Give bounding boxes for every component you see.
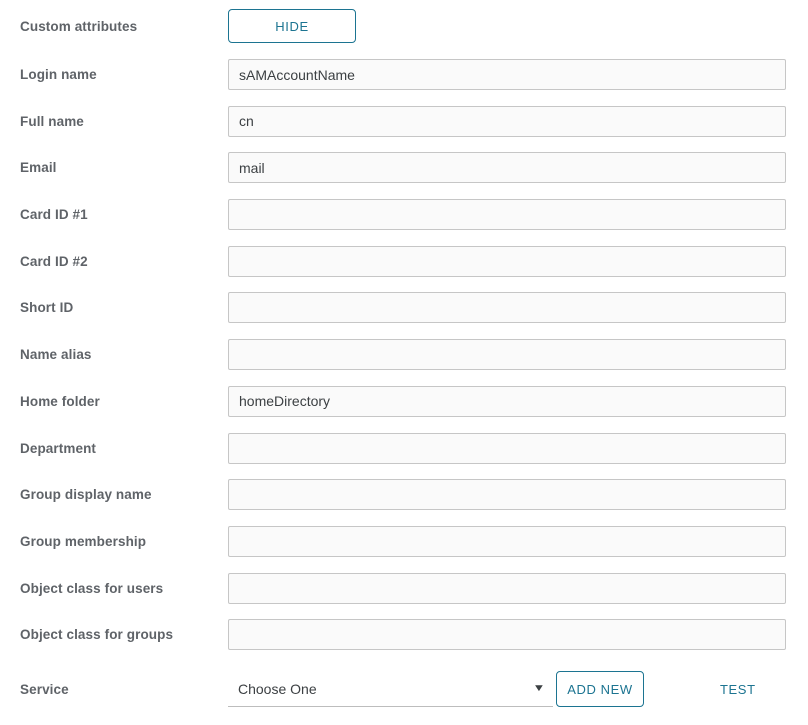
field-rows-container bbox=[20, 59, 808, 650]
hide-button[interactable]: HIDE bbox=[228, 9, 356, 43]
chevron-down-icon: ▼ bbox=[532, 683, 546, 695]
form-field-row-short-id bbox=[20, 292, 808, 323]
form-field-row-login-name bbox=[20, 59, 808, 90]
form-field-row-object-class-for-users bbox=[20, 573, 808, 604]
service-select[interactable] bbox=[228, 671, 553, 707]
field-input-card-id-2[interactable] bbox=[228, 246, 786, 277]
add-new-button[interactable]: ADD NEW bbox=[556, 671, 644, 707]
form-field-row-department bbox=[20, 433, 808, 464]
field-label: Group display name bbox=[20, 487, 152, 503]
form-field-row-card-id-2 bbox=[20, 246, 808, 277]
field-label: Home folder bbox=[20, 393, 100, 409]
form-field-row-group-display-name bbox=[20, 479, 808, 510]
form-field-row-home-folder bbox=[20, 386, 808, 417]
field-label: Card ID #1 bbox=[20, 207, 88, 223]
field-input-card-id-1[interactable] bbox=[228, 199, 786, 230]
field-input-object-class-for-groups[interactable] bbox=[228, 619, 786, 650]
service-row bbox=[20, 671, 808, 707]
field-input-department[interactable] bbox=[228, 433, 786, 464]
field-label: Email bbox=[20, 160, 57, 176]
field-label: Full name bbox=[20, 113, 84, 129]
field-label: Group membership bbox=[20, 533, 147, 549]
field-label: Department bbox=[20, 440, 97, 456]
field-label: Object class for groups bbox=[20, 627, 174, 643]
field-input-login-name[interactable] bbox=[228, 59, 786, 90]
field-label: Card ID #2 bbox=[20, 253, 88, 269]
field-input-group-membership[interactable] bbox=[228, 526, 786, 557]
custom-attributes-label: Custom attributes bbox=[20, 18, 138, 34]
form-field-row-group-membership bbox=[20, 526, 808, 557]
field-input-object-class-for-users[interactable] bbox=[228, 573, 786, 604]
service-select-value: Choose One bbox=[238, 680, 317, 697]
field-label: Name alias bbox=[20, 347, 92, 363]
test-button[interactable]: TEST bbox=[706, 674, 770, 705]
field-input-short-id[interactable] bbox=[228, 292, 786, 323]
field-input-name-alias[interactable] bbox=[228, 339, 786, 370]
field-label: Object class for users bbox=[20, 580, 164, 596]
service-label: Service bbox=[20, 681, 69, 697]
custom-attributes-row bbox=[20, 9, 808, 43]
field-label: Login name bbox=[20, 67, 97, 82]
field-input-email[interactable] bbox=[228, 152, 786, 183]
field-input-full-name[interactable] bbox=[228, 106, 786, 137]
field-label: Short ID bbox=[20, 300, 74, 316]
field-input-home-folder[interactable] bbox=[228, 386, 786, 417]
form-field-row-name-alias bbox=[20, 339, 808, 370]
form-field-row-card-id-1 bbox=[20, 199, 808, 230]
form-field-row-full-name bbox=[20, 106, 808, 137]
form-field-row-object-class-for-groups bbox=[20, 619, 808, 650]
form-field-row-email bbox=[20, 152, 808, 183]
field-input-group-display-name[interactable] bbox=[228, 479, 786, 510]
